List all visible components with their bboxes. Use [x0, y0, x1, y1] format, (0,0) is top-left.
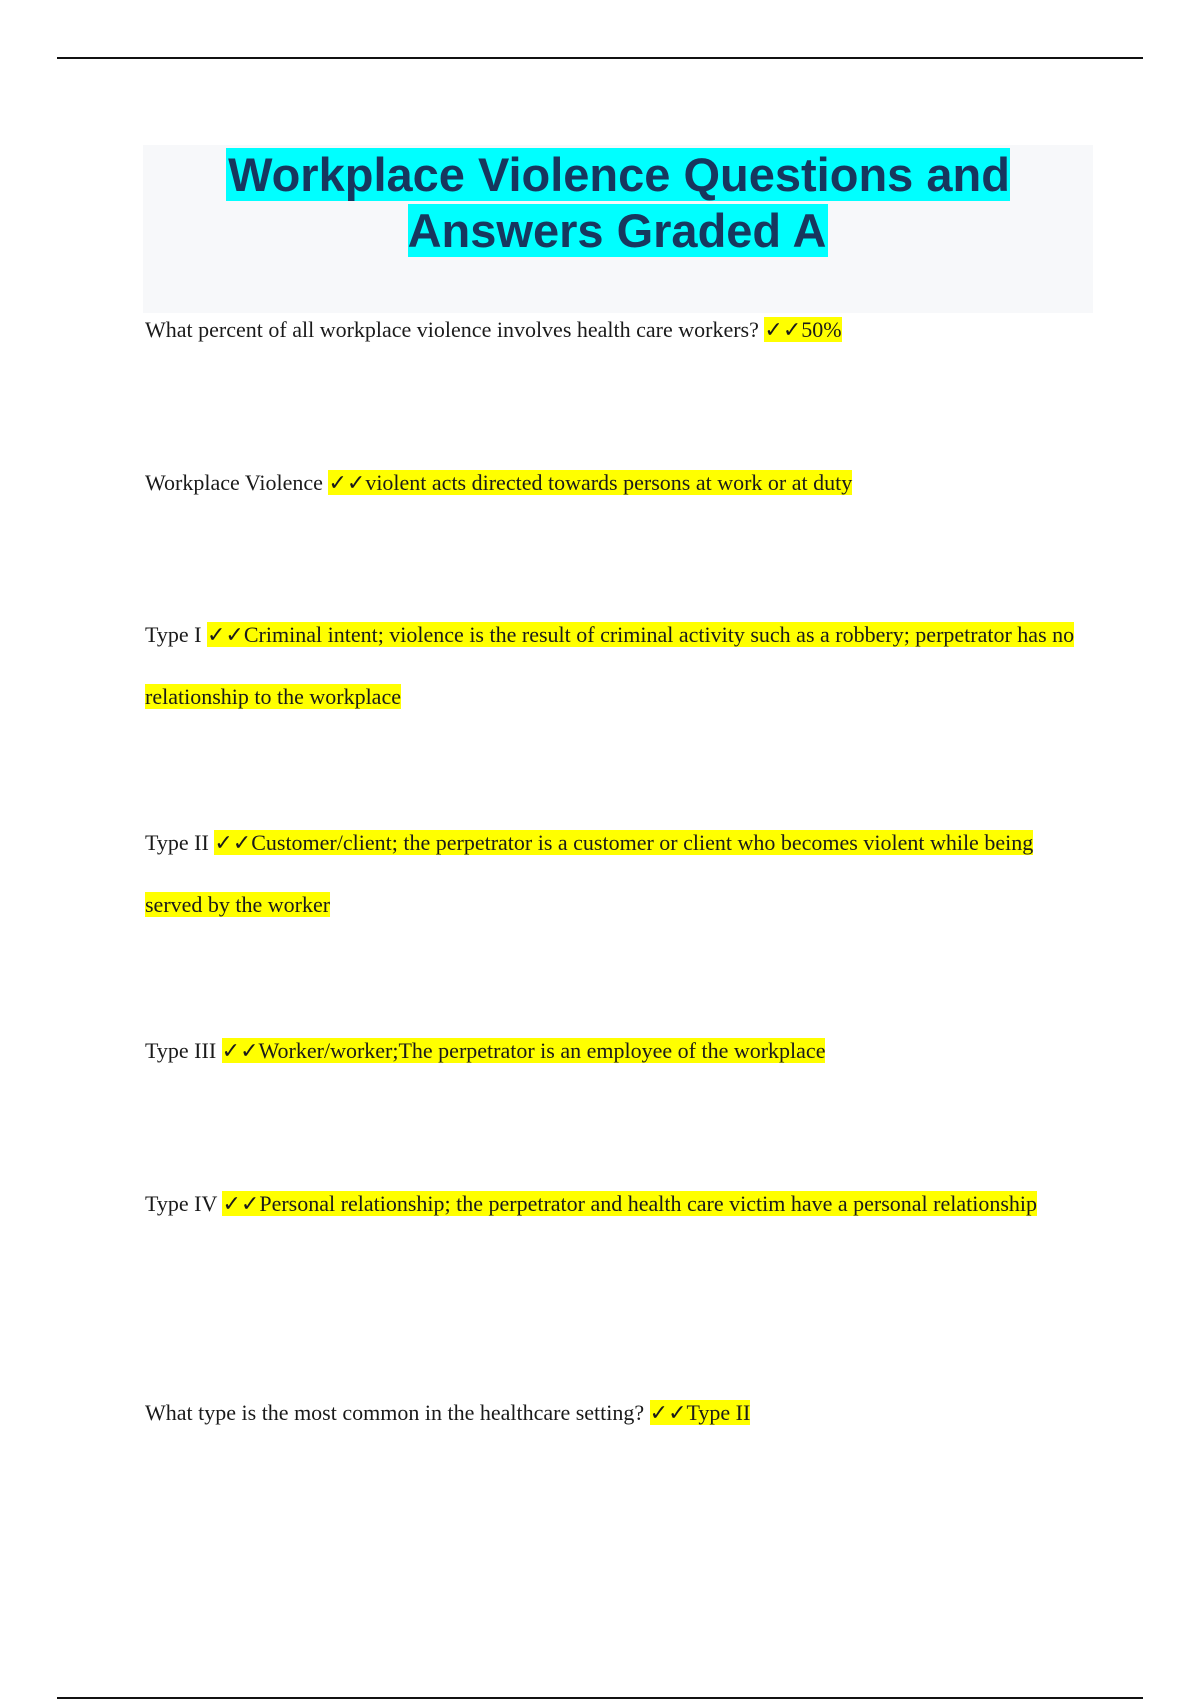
double-check-icon: ✓✓ [207, 623, 244, 648]
answer-text: Personal relationship; the perpetrator and health care victim have a personal relationship [259, 1191, 1038, 1216]
answer-text: 50% [801, 317, 842, 342]
question-text: What type is the most common in the healthcare setting? [145, 1400, 650, 1425]
title-band [143, 145, 1093, 313]
question-text: Type III [145, 1038, 222, 1063]
double-check-icon: ✓✓ [328, 471, 366, 496]
double-check-icon: ✓✓ [649, 1401, 687, 1426]
answer-highlight [764, 317, 841, 342]
qa-item-3 [145, 604, 1085, 727]
answer-highlight [328, 470, 852, 495]
bottom-rule [57, 1697, 1143, 1699]
qa-item-2 [145, 452, 1085, 514]
answer-highlight [222, 1191, 1037, 1216]
double-check-icon: ✓✓ [214, 831, 252, 856]
qa-item-1 [145, 299, 1085, 361]
document-title-text: Workplace Violence Questions and Answers Graded A [228, 148, 1010, 257]
answer-text: Worker/worker;The perpetrator is an employee of the workplace [258, 1038, 826, 1063]
question-text: What percent of all workplace violence involves health care workers? [145, 317, 765, 342]
answer-highlight [145, 830, 1033, 917]
answer-text: Type II [686, 1400, 751, 1425]
question-text: Type IV [145, 1191, 223, 1216]
answer-highlight [145, 622, 1074, 709]
double-check-icon: ✓✓ [221, 1039, 259, 1064]
top-rule [57, 57, 1143, 59]
qa-item-5 [145, 1020, 1085, 1082]
double-check-icon: ✓✓ [222, 1192, 260, 1217]
answer-text: Customer/client; the perpetrator is a customer or client who becomes violent while being served by the worker [145, 830, 1034, 917]
qa-item-4 [145, 812, 1085, 935]
answer-highlight [222, 1038, 826, 1063]
double-check-icon: ✓✓ [764, 318, 802, 343]
document-title [143, 145, 1093, 259]
qa-item-7 [145, 1382, 1085, 1444]
qa-item-6 [145, 1173, 1085, 1235]
question-text: Type II [145, 830, 215, 855]
answer-text: violent acts directed towards persons at work or at duty [365, 470, 853, 495]
answer-text: Criminal intent; violence is the result of criminal activity such as a robbery; perpetrator has no relationship to the workplace [145, 622, 1075, 709]
question-text: Workplace Violence [145, 470, 329, 495]
answer-highlight [650, 1400, 751, 1425]
question-text: Type I [145, 622, 207, 647]
